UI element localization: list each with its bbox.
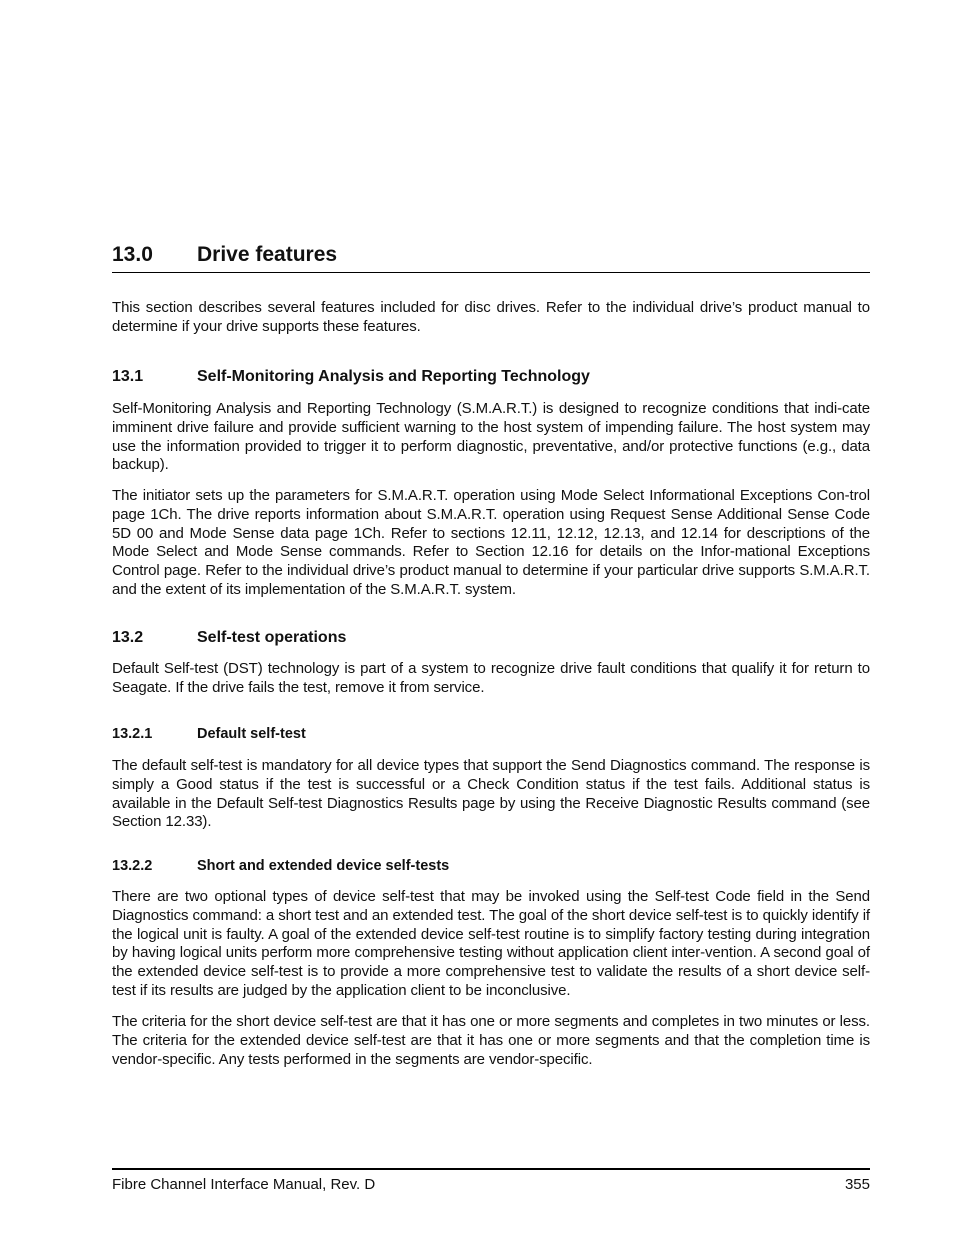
footer-page-number: 355 — [844, 1176, 870, 1193]
chapter-number: 13.0 — [112, 243, 153, 266]
section-13-2-1-p1-block — [112, 757, 870, 832]
section-13-2-heading — [112, 628, 870, 648]
section-title: Self-Monitoring Analysis and Reporting Technology — [197, 368, 590, 385]
document-page — [112, 0, 870, 1235]
chapter-heading — [112, 242, 870, 273]
footer-rule — [112, 1168, 870, 1170]
section-13-1-heading — [112, 367, 870, 387]
footer-document-title: Fibre Channel Interface Manual, Rev. D — [112, 1176, 376, 1193]
section-13-2-2-paragraph-2: The criteria for the short device self-test are that it has one or more segments and completes in two minutes or less. The criteria for the extended device self-test are that it has one or more segments and that the completion time is vendor-specific. Any tests performed in the segments are vendor-specific. — [112, 1013, 870, 1068]
intro-paragraph: This section describes several features included for disc drives. Refer to the individual drive’s product manual to determine if your drive supports these features. — [112, 299, 870, 335]
section-13-2-2-p2-block — [112, 1013, 870, 1069]
section-title: Self-test operations — [197, 629, 347, 646]
section-13-2-1-heading — [112, 725, 870, 743]
section-13-1-p2-block — [112, 487, 870, 600]
subsection-title: Short and extended device self-tests — [197, 858, 450, 874]
section-13-2-2-paragraph-1: There are two optional types of device self-test that may be invoked using the Self-test Code field in the Send Diagnostics command: a short test and an extended test. The goal of the short device self-test is to quickly identify if the logical unit is faulty. A goal of the extended device self-test routine is to simplify factory testing during integration by having logical units perform more comprehensive testing without application client inter-vention. A second goal of the extended device self-test is to provide a more comprehensive test to validate the results of a short device self-test if its results are judged by the application client to be inconclusive. — [112, 888, 870, 999]
chapter-title: Drive features — [197, 243, 338, 266]
section-13-2-2-p1-block — [112, 888, 870, 1001]
section-number: 13.1 — [112, 368, 144, 385]
section-13-2-p1-block — [112, 660, 870, 698]
section-13-1-paragraph-2: The initiator sets up the parameters for S.M.A.R.T. operation using Mode Select Informational Exceptions Con-trol page 1Ch. The drive reports information about S.M.A.R.T. operation using Request Sense Additional Sense Code 5D 00 and Mode Sense data page 1Ch. Refer to sections 12.11, 12.12, 12.13, and 12.14 for descriptions of the Mode Select and Mode Sense commands. Refer to Section 12.16 for details on the Infor-mational Exceptions Control page. Refer to the individual drive’s product manual to determine if your particular drive supports S.M.A.R.T. and the extent of its implementation of the S.M.A.R.T. system. — [112, 487, 870, 598]
section-13-2-2-heading — [112, 857, 870, 875]
section-number: 13.2 — [112, 629, 144, 646]
section-13-2-paragraph-1: Default Self-test (DST) technology is part of a system to recognize drive fault conditions that qualify it for return to Seagate. If the drive fails the test, remove it from service. — [112, 660, 870, 696]
subsection-title: Default self-test — [197, 726, 306, 742]
subsection-number: 13.2.2 — [112, 858, 153, 874]
intro-block — [112, 299, 870, 337]
section-13-1-p1-block — [112, 400, 870, 475]
subsection-number: 13.2.1 — [112, 726, 153, 742]
section-13-2-1-paragraph-1: The default self-test is mandatory for all device types that support the Send Diagnostics command. The response is simply a Good status if the test is successful or a Check Condition status if the test fails. Additional status is available in the Default Self-test Diagnostics Results page by using the Receive Diagnostic Results command (see Section 12.33). — [112, 757, 870, 831]
section-13-1-paragraph-1: Self-Monitoring Analysis and Reporting Technology (S.M.A.R.T.) is designed to recognize conditions that indi-cate imminent drive failure and provide sufficient warning to the host system of impending failure. The host system may use the information provided to trigger it to perform diagnostic, preventative, and/or protective functions (e.g., data backup). — [112, 400, 870, 474]
